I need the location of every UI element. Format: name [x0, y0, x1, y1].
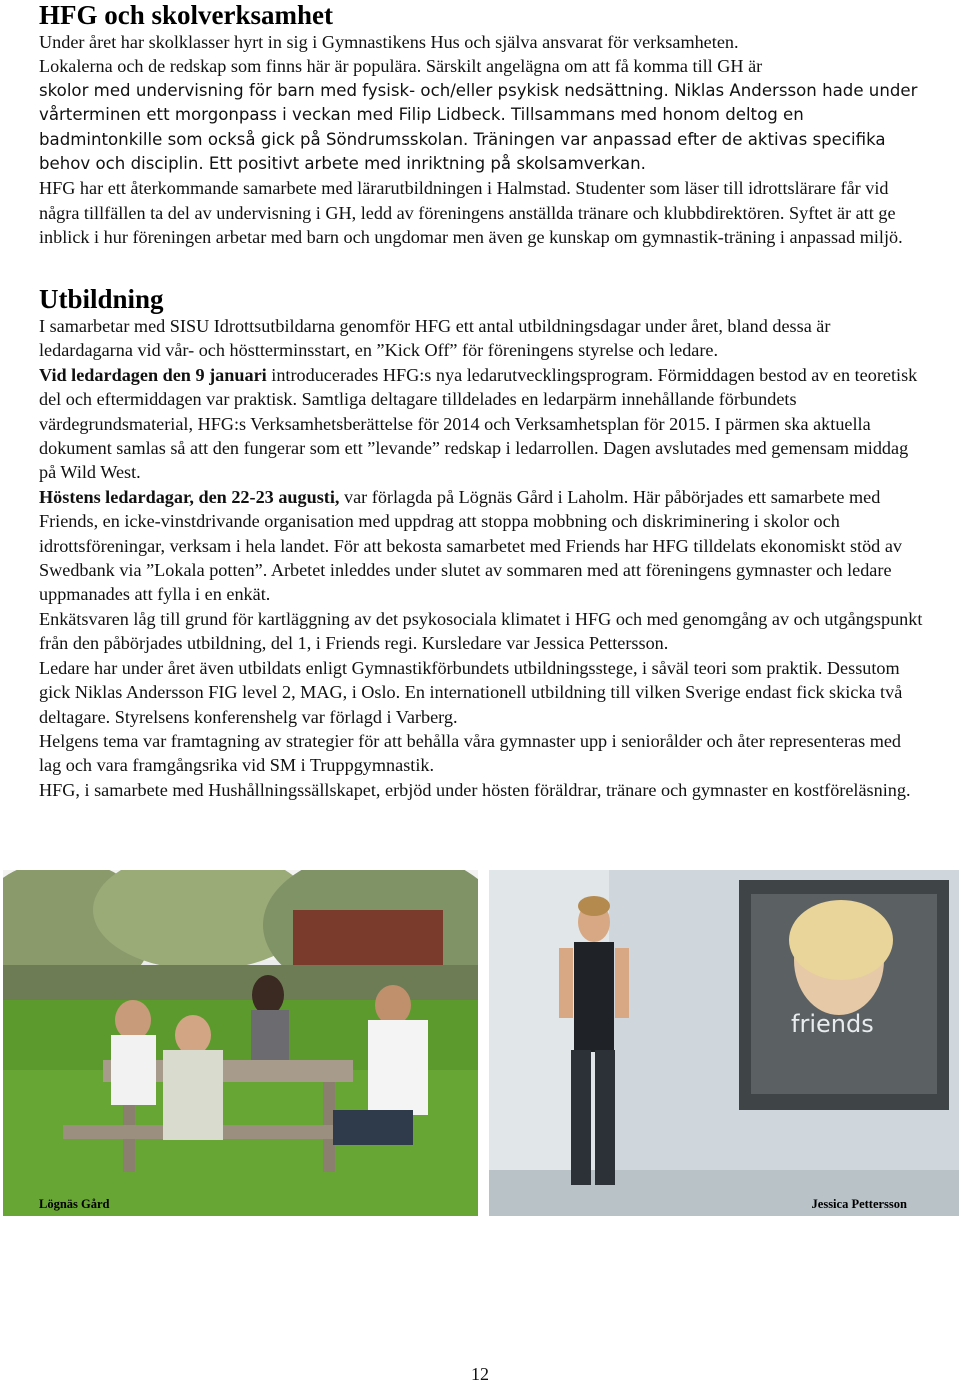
photo-jessica-pettersson — [489, 870, 959, 1216]
presentation-photo-illustration — [489, 870, 959, 1216]
section-heading: Utbildning — [39, 284, 164, 314]
paragraph: Helgens tema var framtagning av strategier för att behålla våra gymnaster upp i seniorålder och åter representeras med lag och vara framgångsrika vid SM i Truppgymnastik. — [39, 730, 902, 776]
photo-lognas-gard — [3, 870, 478, 1216]
section-heading: HFG och skolverksamhet — [39, 0, 333, 30]
paragraph: HFG har ett återkommande samarbete med lärarutbildningen i Halmstad. Studenter som läser till idrottslärare får vid några tillfällen ta del av undervisning i GH, ledd av föreningens anställda tränare och klubbdirektören. Syftet är att ge inblick i hur föreningen arbetar med barn och ungdomar men även ge kunskap om gymnastik-träning i anpassad miljö. — [39, 178, 903, 248]
paragraph: I samarbetar med SISU Idrottsutbildarna genomför HFG ett antal utbildningsdagar under året, bland dessa är ledardagarna vid vår- och höstterminsstart, en ”Kick Off” för föreningens styrelse och ledare. — [39, 316, 831, 361]
bold-lead: Vid ledardagen den 9 januari — [39, 364, 267, 385]
page-number: 12 — [471, 1364, 489, 1384]
photo-caption: Jessica Pettersson — [811, 1197, 907, 1211]
paragraph-sans: skolor med undervisning för barn med fysisk- och/eller psykisk nedsättning. Niklas Andersson hade under vårterminen ett morgonpass i veckan med Filip Lidbeck. Tillsammans med honom deltog en badmintonkille som också gick på Söndrumsskolan. Träningen var anpassad efter de aktivas specifika behov och disciplin. Ett positivt arbete med inriktning på skolsamverkan. — [39, 80, 918, 174]
section-utbildning — [39, 284, 924, 802]
outdoor-photo-illustration — [3, 870, 478, 1216]
photo-row — [3, 870, 959, 1216]
paragraph-text: introducerades HFG:s nya ledarutvecklingsprogram. Förmiddagen bestod av en teoretisk del och eftermiddagen var praktisk. Samtliga deltagare tilldelades en ledarpärm innehållande förbundets värdegrundsmaterial, HFG:s Verksamhetsberättelse för 2014 och Verksamhetsplan för 2015. I pärmen ska aktuella dokument samlas så att den fungerar som ett ”levande” redskap i ledarrollen. Dagen avslutades med gemensam middag på Wild West. — [39, 364, 918, 483]
paragraph: Lokalerna och de redskap som finns här är populära. Särskilt angelägna om att få komma till GH är — [39, 56, 763, 77]
paragraph: Ledare har under året även utbildats enligt Gymnastikförbundets utbildningsstege, i såväl teori som praktik. Dessutom gick Niklas Andersson FIG level 2, MAG, i Oslo. En internationell utbildning till vilken Sverige endast fick skicka två deltagare. Styrelsens konferenshelg var förlagd i Varberg. — [39, 657, 903, 727]
paragraph — [39, 363, 924, 485]
paragraph: Enkätsvaren låg till grund för kartläggning av det psykosociala klimatet i HFG och med genomgång av och utgångspunkt från den påbörjades utbildning, del 1, i Friends regi. Kursledare var Jessica Pettersson. — [39, 608, 923, 654]
paragraph: HFG, i samarbete med Hushållningssällskapet, erbjöd under hösten föräldrar, tränare och gymnaster en kostföreläsning. — [39, 779, 911, 800]
section-skolverksamhet — [39, 0, 924, 250]
screen-text: friends — [791, 1010, 874, 1038]
bold-lead: Höstens ledardagar, den 22-23 augusti, — [39, 486, 340, 507]
paragraph-text: var förlagda på Lögnäs Gård i Laholm. Här påbörjades ett samarbete med Friends, en icke-vinstdrivande organisation med uppdrag att stoppa mobbning och diskriminering i skolor och idrottsföreningar, verksam i hela landet. För att bekosta samarbetet med Friends har HFG tilldelats ekonomiskt stöd av Swedbank via ”Lokala potten”. Arbetet inleddes under slutet av sommaren med att föreningens gymnaster och ledare uppmanades att fylla i en enkät. — [39, 486, 902, 605]
photo-caption: Lögnäs Gård — [39, 1197, 110, 1211]
paragraph: Under året har skolklasser hyrt in sig i Gymnastikens Hus och själva ansvarat för verksamheten. — [39, 32, 739, 52]
paragraph — [39, 485, 924, 607]
